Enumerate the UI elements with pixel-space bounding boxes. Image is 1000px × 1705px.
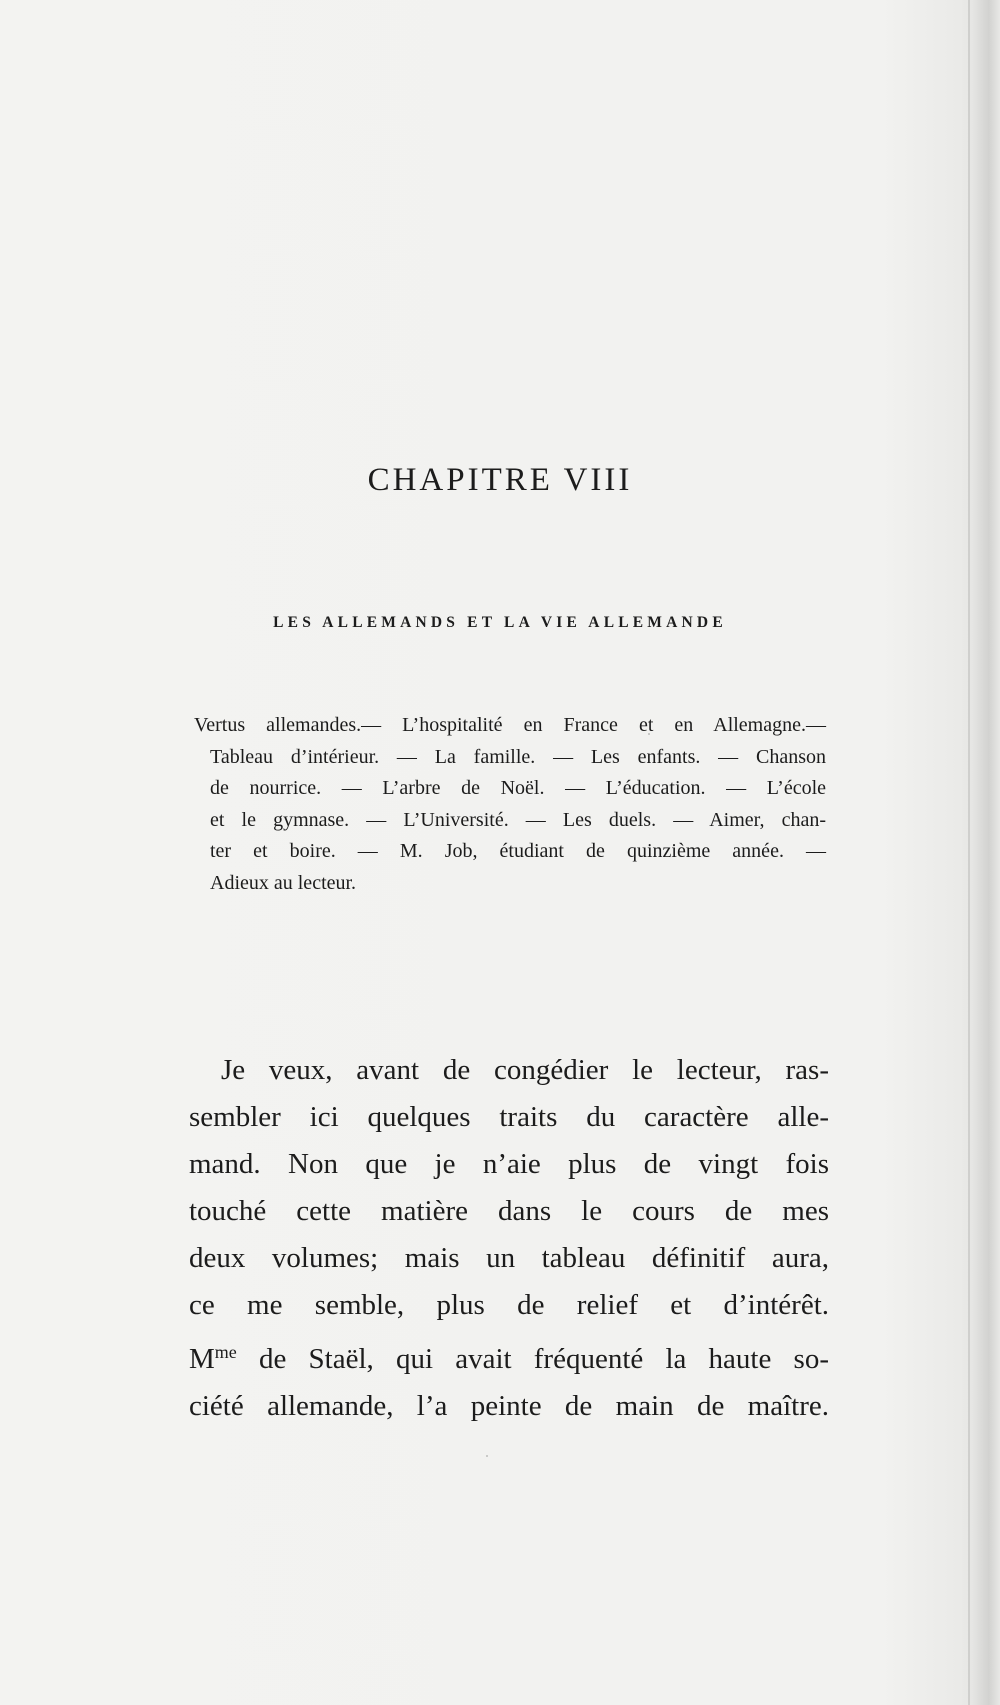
body-line: ciété allemande, l’a peinte de main de maître.: [189, 1390, 829, 1422]
mme-superscript: me: [214, 1342, 237, 1362]
summary-line: Vertus allemandes.— L’hospitalité en France et en Allemagne.—: [194, 714, 826, 736]
paper-speck: [486, 1455, 488, 1457]
mme-abbrev: M: [189, 1343, 215, 1375]
summary-line: ter et boire. — M. Job, étudiant de quinzième année. —: [210, 840, 826, 862]
body-line: ce me semble, plus de relief et d’intérêt.: [189, 1289, 829, 1321]
body-line: sembler ici quelques traits du caractère alle-: [189, 1101, 829, 1133]
body-line: deux volumes; mais un tableau définitif aura,: [189, 1242, 829, 1274]
chapter-summary: [194, 710, 826, 899]
chapter-subtitle: LES ALLEMANDS ET LA VIE ALLEMANDE: [273, 614, 727, 631]
body-line: [189, 1329, 829, 1383]
summary-line: Tableau d’intérieur. — La famille. — Les enfants. — Chanson: [210, 745, 826, 768]
summary-line: et le gymnase. — L’Université. — Les duels. — Aimer, chan-: [210, 808, 826, 831]
chapter-title: CHAPITRE VIII: [367, 462, 633, 498]
summary-line: Adieux au lecteur.: [210, 871, 357, 894]
body-paragraph: [189, 1047, 829, 1430]
body-line: mand. Non que je n’aie plus de vingt fois: [189, 1148, 829, 1180]
body-line: Je veux, avant de congédier le lecteur, ras-: [221, 1054, 829, 1086]
body-line-rest: de Staël, qui avait fréquenté la haute so-: [236, 1343, 829, 1375]
summary-line: de nourrice. — L’arbre de Noël. — L’éducation. — L’école: [210, 777, 826, 799]
page-edge-line: [968, 0, 970, 1705]
page-edge-shadow: [972, 0, 1000, 1705]
body-line: touché cette matière dans le cours de mes: [189, 1195, 829, 1227]
